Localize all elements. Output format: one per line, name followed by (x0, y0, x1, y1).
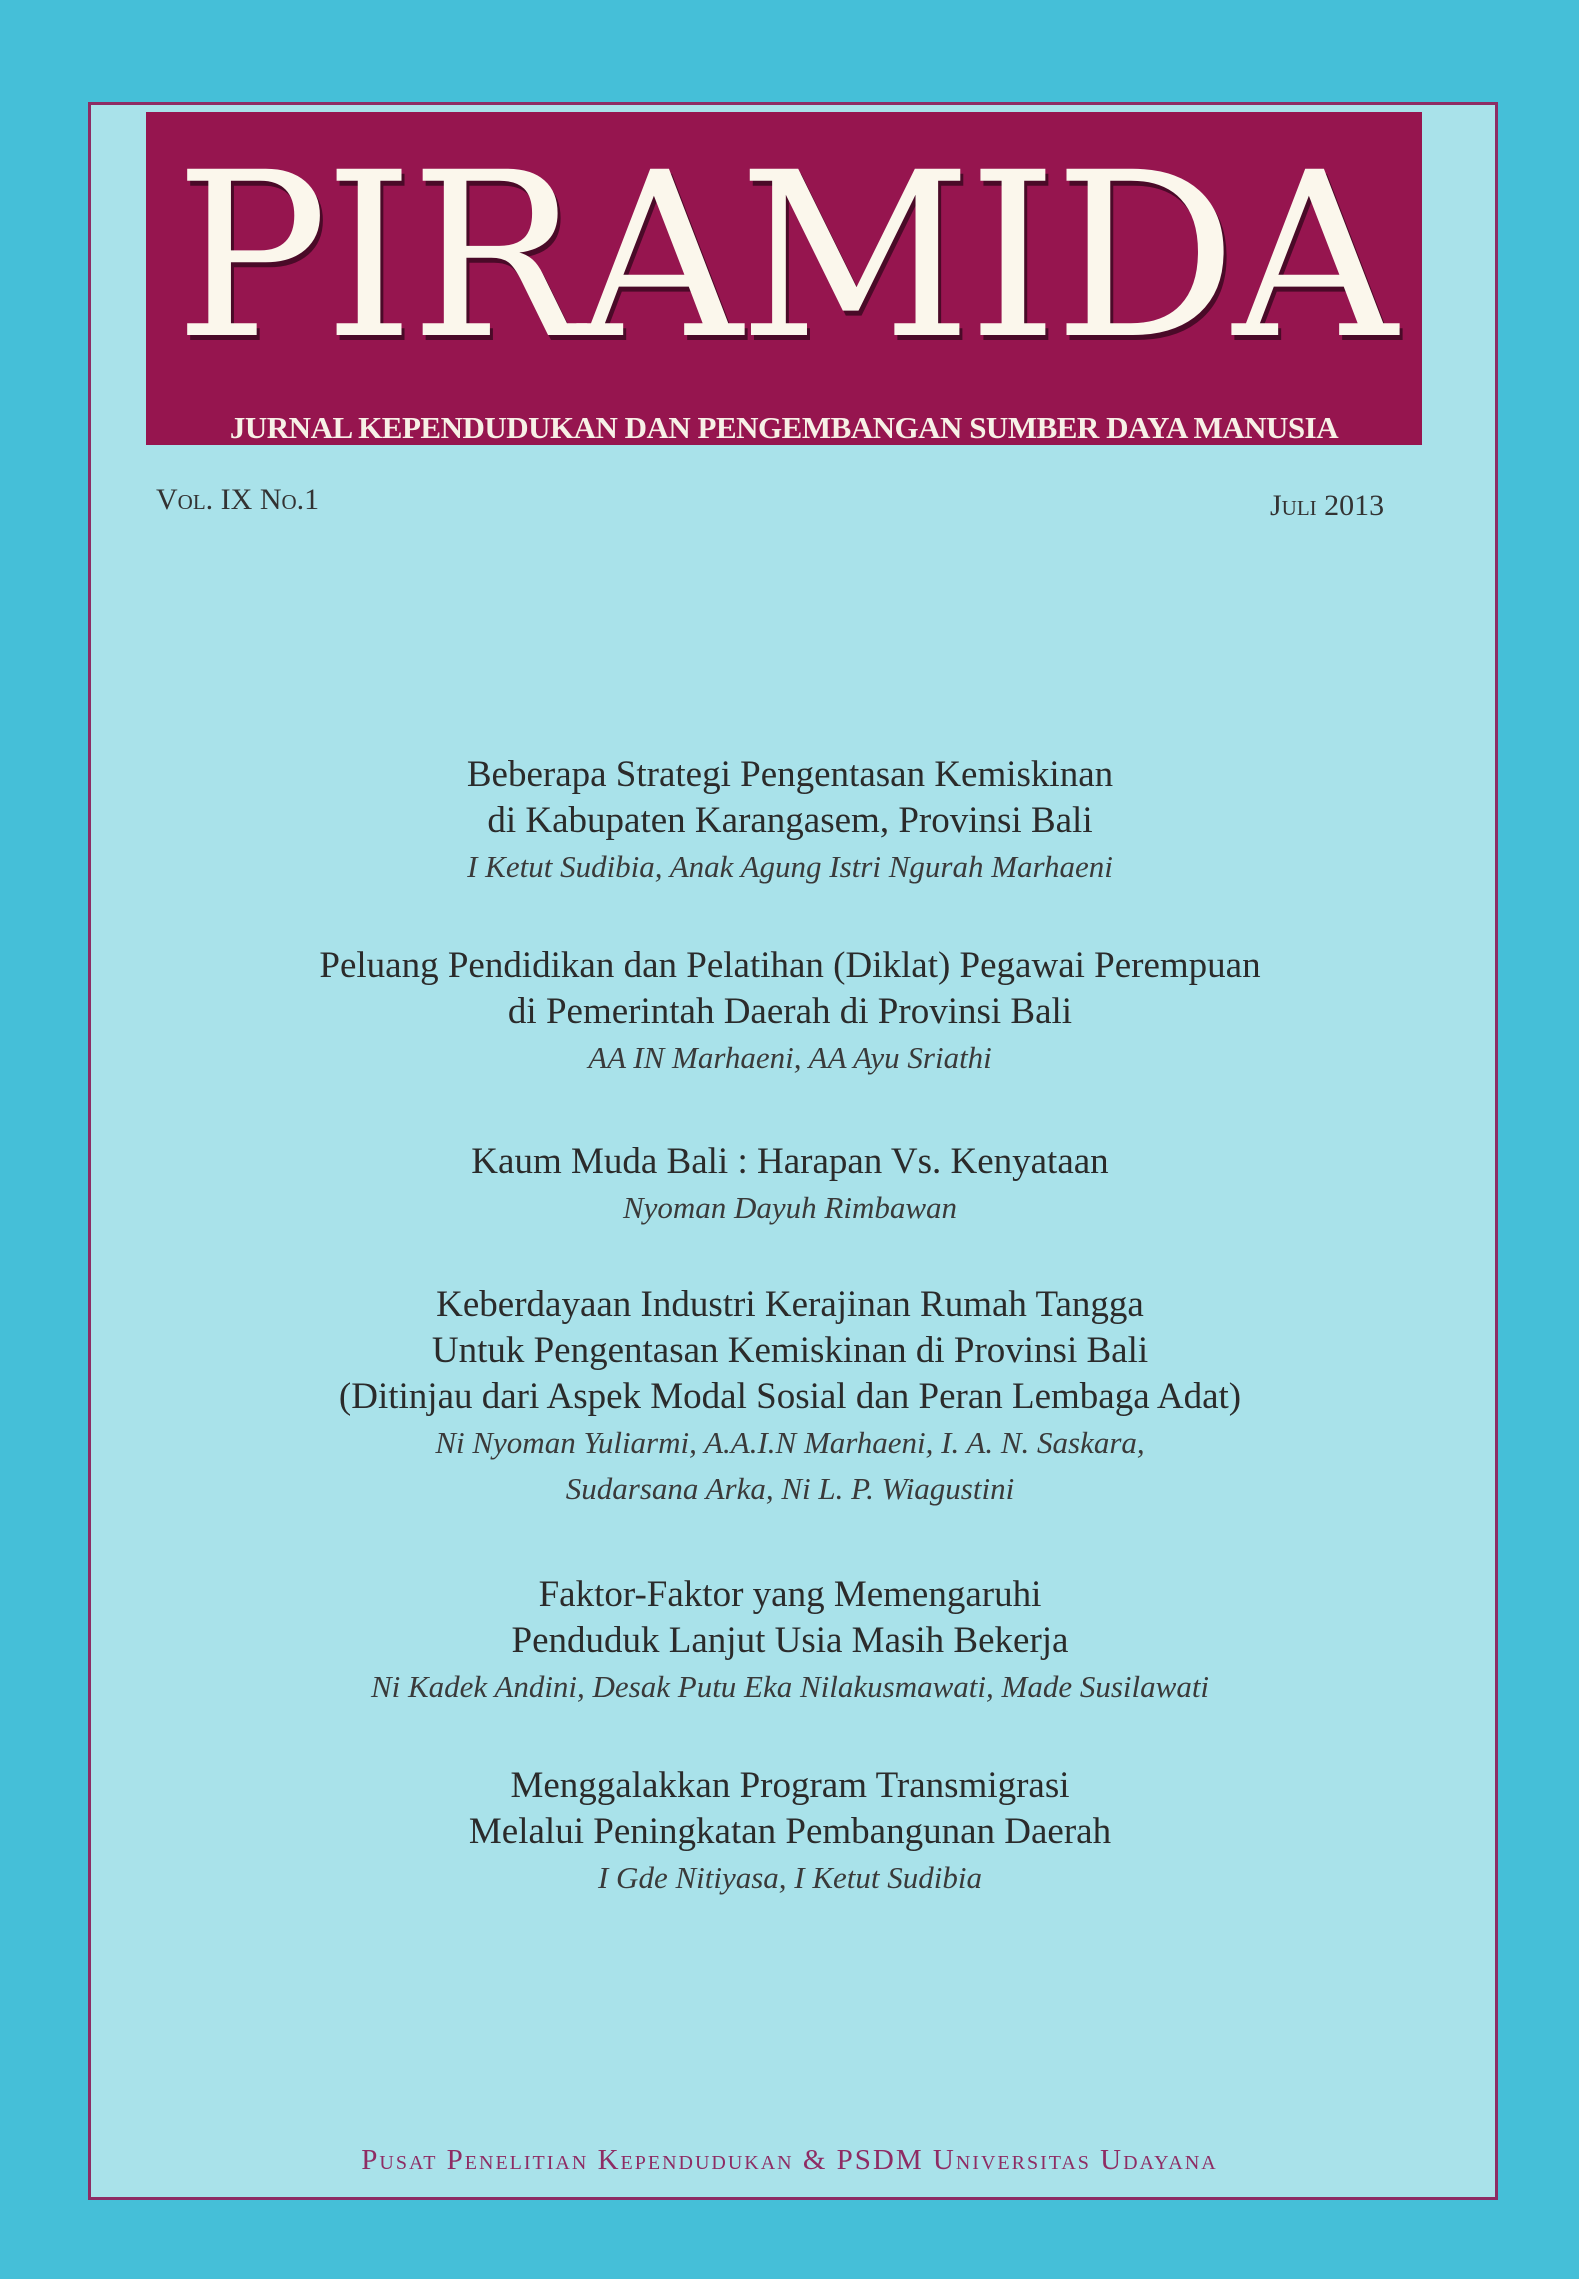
article-3 (200, 1139, 1380, 1231)
article-authors: Ni Kadek Andini, Desak Putu Eka Nilakusmawati, Made Susilawati (370, 1669, 1210, 1704)
article-title-line: di Pemerintah Daerah di Provinsi Bali (507, 991, 1073, 1032)
article-title-line: (Ditinjau dari Aspek Modal Sosial dan Peran Lembaga Adat) (338, 1376, 1242, 1417)
article-title-line: Menggalakkan Program Transmigrasi (510, 1765, 1070, 1806)
issue-date: Juli 2013 (1270, 489, 1385, 522)
article-title-line: Melalui Peningkatan Pembangunan Daerah (468, 1811, 1112, 1852)
article-authors: AA IN Marhaeni, AA Ayu Sriathi (588, 1040, 992, 1075)
article-1 (200, 752, 1380, 890)
article-authors: Ni Nyoman Yuliarmi, A.A.I.N Marhaeni, I. A. N. Saskara, (435, 1425, 1145, 1460)
article-authors: I Gde Nitiyasa, I Ketut Sudibia (597, 1860, 983, 1895)
article-title-line: Keberdayaan Industri Kerajinan Rumah Tangga (436, 1284, 1144, 1325)
article-authors: Sudarsana Arka, Ni L. P. Wiagustini (565, 1471, 1015, 1506)
article-title-line: Untuk Pengentasan Kemiskinan di Provinsi Bali (431, 1330, 1149, 1371)
article-authors: I Ketut Sudibia, Anak Agung Istri Ngurah Marhaeni (467, 849, 1113, 884)
article-title-line: Faktor-Faktor yang Memengaruhi (538, 1574, 1042, 1615)
volume-number: Vol. IX No.1 (156, 483, 320, 516)
article-authors: Nyoman Dayuh Rimbawan (622, 1190, 958, 1225)
article-title-line: Penduduk Lanjut Usia Masih Bekerja (511, 1620, 1069, 1661)
journal-title: PIRAMIDA (174, 123, 1394, 389)
article-2 (200, 943, 1380, 1081)
article-4 (200, 1282, 1380, 1512)
article-5 (200, 1572, 1380, 1710)
article-title-line: Peluang Pendidikan dan Pelatihan (Diklat) Pegawai Perempuan (319, 945, 1261, 986)
article-title-line: Kaum Muda Bali : Harapan Vs. Kenyataan (471, 1141, 1109, 1182)
article-title-line: di Kabupaten Karangasem, Provinsi Bali (487, 800, 1093, 841)
publisher-line: Pusat Penelitian Kependudukan & PSDM Universitas Udayana (361, 2144, 1218, 2176)
journal-subtitle: JURNAL KEPENDUDUKAN DAN PENGEMBANGAN SUMBER DAYA MANUSIA (229, 410, 1339, 445)
article-6 (200, 1763, 1380, 1901)
article-title-line: Beberapa Strategi Pengentasan Kemiskinan (466, 754, 1114, 795)
masthead-banner (146, 112, 1422, 445)
